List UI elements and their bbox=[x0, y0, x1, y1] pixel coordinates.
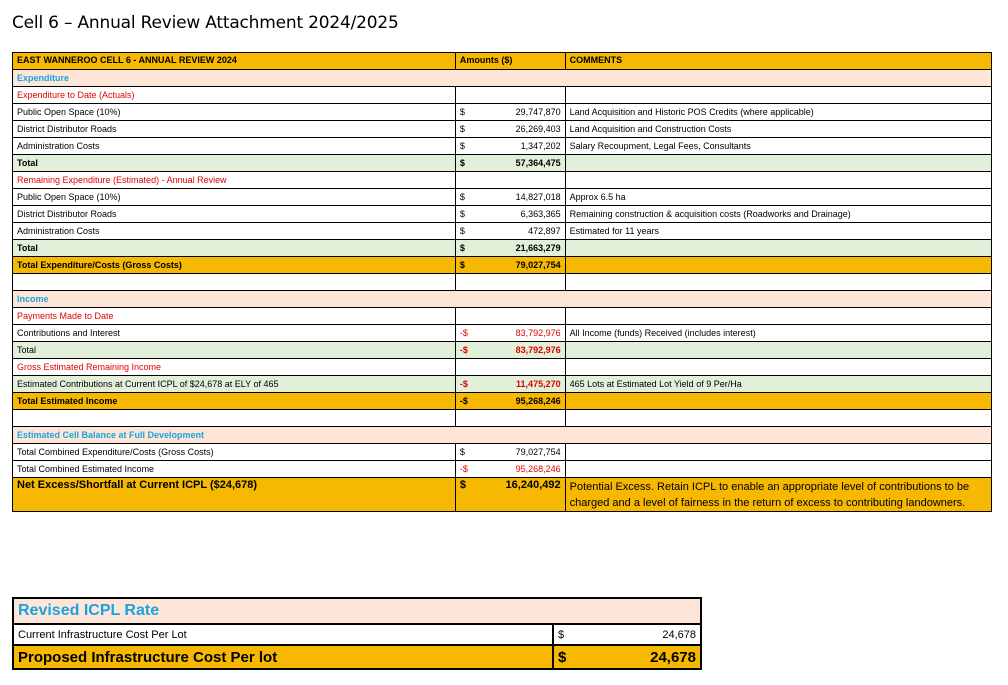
comment: Estimated for 11 years bbox=[565, 223, 991, 240]
amount: 95,268,246 bbox=[515, 464, 561, 474]
amount: 83,792,976 bbox=[515, 345, 561, 355]
currency: $ bbox=[459, 479, 467, 491]
icpl-header bbox=[13, 598, 701, 624]
row-desc: Estimated Contributions at Current ICPL of $24,678 at ELY of 465 bbox=[13, 376, 456, 393]
subsection-row bbox=[13, 172, 992, 189]
total-row bbox=[13, 240, 992, 257]
table-row bbox=[13, 206, 992, 223]
subsection-row bbox=[13, 308, 992, 325]
section-title: Expenditure bbox=[13, 70, 992, 87]
amount: 29,747,870 bbox=[515, 107, 561, 117]
table-row bbox=[13, 376, 992, 393]
header-title: EAST WANNEROO CELL 6 - ANNUAL REVIEW 2024 bbox=[13, 53, 456, 70]
section-title: Estimated Cell Balance at Full Development bbox=[13, 427, 992, 444]
amount: 24,678 bbox=[662, 628, 696, 641]
amount: 472,897 bbox=[528, 226, 561, 236]
currency: $ bbox=[459, 226, 465, 236]
currency: -$ bbox=[459, 345, 468, 355]
amount: 83,792,976 bbox=[515, 328, 561, 338]
subsection-row bbox=[13, 87, 992, 104]
row-desc: Public Open Space (10%) bbox=[13, 104, 456, 121]
grand-total-row bbox=[13, 257, 992, 274]
currency: -$ bbox=[459, 396, 468, 406]
comment: 465 Lots at Estimated Lot Yield of 9 Per/Ha bbox=[565, 376, 991, 393]
row-desc: Net Excess/Shortfall at Current ICPL ($24,678) bbox=[17, 479, 258, 491]
row-desc: Total bbox=[13, 155, 456, 172]
amount: 1,347,202 bbox=[520, 141, 561, 151]
row-desc: Total Expenditure/Costs (Gross Costs) bbox=[13, 257, 456, 274]
table-row bbox=[13, 121, 992, 138]
currency: $ bbox=[459, 141, 465, 151]
section-expenditure bbox=[13, 70, 992, 87]
currency: $ bbox=[459, 447, 465, 457]
currency: -$ bbox=[459, 379, 468, 389]
subsection-label: Expenditure to Date (Actuals) bbox=[13, 87, 456, 104]
table-row bbox=[13, 624, 701, 645]
table-row bbox=[13, 461, 992, 478]
spacer-row bbox=[13, 410, 992, 427]
section-income bbox=[13, 291, 992, 308]
row-desc: Proposed Infrastructure Cost Per lot bbox=[13, 645, 553, 669]
row-desc: Total bbox=[13, 342, 456, 359]
currency: $ bbox=[459, 243, 465, 253]
amount: 57,364,475 bbox=[515, 158, 561, 168]
amount: 95,268,246 bbox=[515, 396, 561, 406]
comment: Land Acquisition and Construction Costs bbox=[565, 121, 991, 138]
table-row bbox=[13, 189, 992, 206]
row-desc: Total bbox=[13, 240, 456, 257]
subsection-label: Gross Estimated Remaining Income bbox=[13, 359, 456, 376]
icpl-table bbox=[12, 597, 702, 670]
section-title: Revised ICPL Rate bbox=[13, 598, 701, 624]
table-row bbox=[13, 325, 992, 342]
section-title: Income bbox=[13, 291, 992, 308]
total-row bbox=[13, 155, 992, 172]
row-desc: Total Combined Estimated Income bbox=[13, 461, 456, 478]
total-row bbox=[13, 342, 992, 359]
amount: 26,269,403 bbox=[515, 124, 561, 134]
row-desc: Public Open Space (10%) bbox=[13, 189, 456, 206]
table-row bbox=[13, 444, 992, 461]
amount: 79,027,754 bbox=[515, 447, 561, 457]
currency: $ bbox=[459, 209, 465, 219]
currency: $ bbox=[558, 648, 567, 666]
amount: 6,363,365 bbox=[520, 209, 561, 219]
currency: -$ bbox=[459, 464, 468, 474]
subsection-row bbox=[13, 359, 992, 376]
table-row bbox=[13, 104, 992, 121]
comment: Salary Recoupment, Legal Fees, Consultants bbox=[565, 138, 991, 155]
currency: $ bbox=[459, 107, 465, 117]
row-desc: Administration Costs bbox=[13, 138, 456, 155]
comment: Potential Excess. Retain ICPL to enable an appropriate level of contributions to be charged and a level of fairness in the return of excess to contributing landowners. bbox=[565, 478, 991, 512]
currency: $ bbox=[459, 192, 465, 202]
page-title: Cell 6 – Annual Review Attachment 2024/2025 bbox=[12, 13, 399, 33]
review-table bbox=[12, 52, 992, 512]
comment: Approx 6.5 ha bbox=[565, 189, 991, 206]
subsection-label: Payments Made to Date bbox=[13, 308, 456, 325]
grand-total-row bbox=[13, 393, 992, 410]
amount: 14,827,018 bbox=[515, 192, 561, 202]
row-desc: Administration Costs bbox=[13, 223, 456, 240]
currency: $ bbox=[459, 158, 465, 168]
currency: $ bbox=[459, 124, 465, 134]
currency: $ bbox=[459, 260, 465, 270]
currency: $ bbox=[558, 628, 565, 641]
amount: 79,027,754 bbox=[515, 260, 561, 270]
section-balance bbox=[13, 427, 992, 444]
row-desc: Total Combined Expenditure/Costs (Gross Costs) bbox=[13, 444, 456, 461]
amount: 21,663,279 bbox=[515, 243, 561, 253]
table-row bbox=[13, 223, 992, 240]
net-row bbox=[13, 478, 992, 512]
currency: -$ bbox=[459, 328, 468, 338]
header-amounts: Amounts ($) bbox=[455, 53, 565, 70]
spacer-row bbox=[13, 274, 992, 291]
row-desc: Total Estimated Income bbox=[13, 393, 456, 410]
row-desc: Current Infrastructure Cost Per Lot bbox=[13, 624, 553, 645]
comment: All Income (funds) Received (includes interest) bbox=[565, 325, 991, 342]
comment: Remaining construction & acquisition costs (Roadworks and Drainage) bbox=[565, 206, 991, 223]
amount: 11,475,270 bbox=[516, 379, 561, 389]
amount: 24,678 bbox=[650, 648, 696, 666]
header-row bbox=[13, 53, 992, 70]
amount: 16,240,492 bbox=[505, 479, 561, 491]
proposed-row bbox=[13, 645, 701, 669]
row-desc: District Distributor Roads bbox=[13, 206, 456, 223]
header-comments: COMMENTS bbox=[565, 53, 991, 70]
table-row bbox=[13, 138, 992, 155]
row-desc: Contributions and Interest bbox=[13, 325, 456, 342]
subsection-label: Remaining Expenditure (Estimated) - Annual Review bbox=[13, 172, 456, 189]
comment: Land Acquisition and Historic POS Credits (where applicable) bbox=[565, 104, 991, 121]
row-desc: District Distributor Roads bbox=[13, 121, 456, 138]
